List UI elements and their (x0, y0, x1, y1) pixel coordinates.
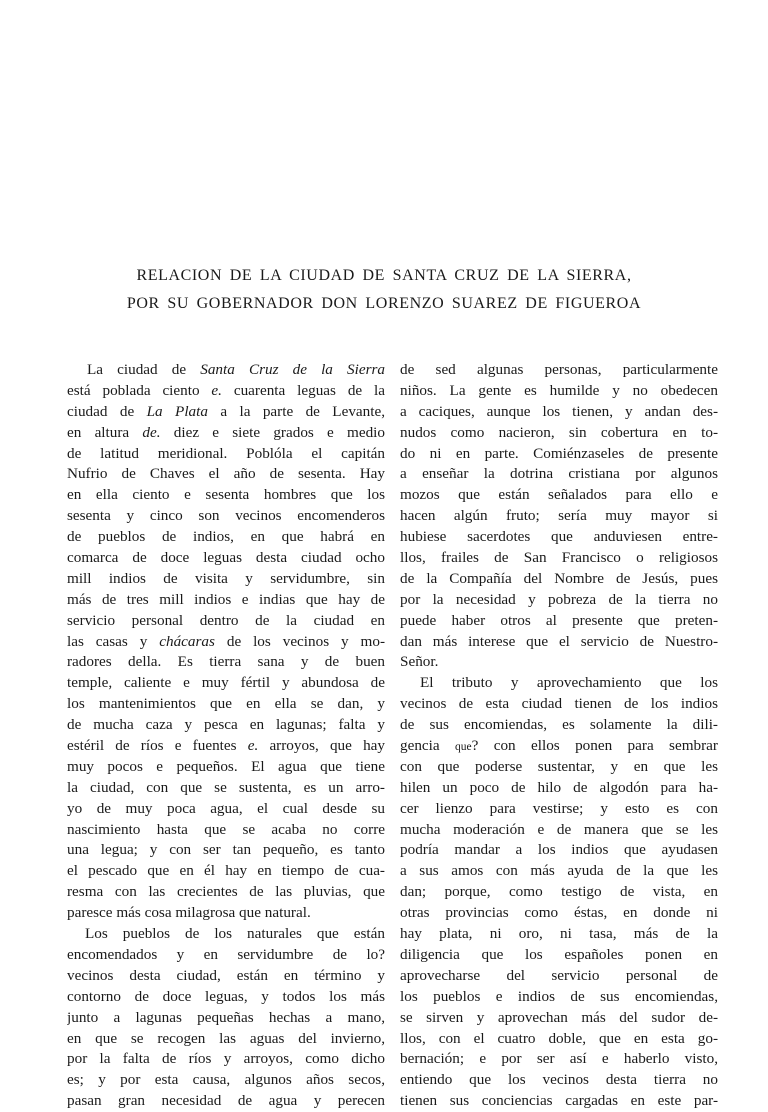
text-line (400, 402, 718, 423)
text-span: más de tres mill indios e indias que hay de (67, 590, 385, 608)
italic-text: chácaras (159, 632, 215, 650)
text-line (67, 945, 385, 966)
text-span: hilen un poco de hilo de algodón para ha- (400, 778, 718, 796)
text-span: diligencia que los españoles ponen en (400, 945, 718, 963)
text-span: El tributo y aprovechamiento que los (420, 674, 718, 692)
text-span: hubiese sacerdotes que anduviesen entre- (400, 528, 718, 546)
text-span: sesenta y cinco son vecinos encomenderos (67, 507, 385, 525)
text-span: a la parte de Levante, (207, 402, 385, 420)
text-span: cuarenta leguas de la (221, 381, 385, 399)
text-line (400, 673, 718, 694)
text-line (400, 945, 718, 966)
text-span: de los vecinos y mo- (214, 632, 385, 650)
document-title (0, 262, 768, 318)
text-line (67, 464, 385, 485)
text-span: mucha moderación e de manera que se les (400, 820, 718, 838)
text-span: es; y por esta causa, algunos años secos, (67, 1071, 385, 1089)
text-span: por la necesidad y pobreza de la tierra no (400, 590, 718, 608)
text-line (400, 1008, 718, 1029)
text-span: de sus encomiendas, es solamente la dili- (400, 716, 718, 734)
text-line (400, 1029, 718, 1050)
text-line (67, 590, 385, 611)
text-span: entiendo que los vecinos desta tierra no (400, 1071, 718, 1089)
text-line (400, 1049, 718, 1070)
text-span: por la falta de ríos y arroyos, como dicho (67, 1050, 385, 1068)
text-span: en altura (67, 423, 143, 441)
text-line (67, 715, 385, 736)
text-line (400, 381, 718, 402)
text-line (67, 423, 385, 444)
text-span: a sus amos con más ayuda de la que les (400, 862, 718, 880)
text-line (400, 1070, 718, 1091)
text-line (67, 402, 385, 423)
text-span: las casas y (67, 632, 160, 650)
text-line (67, 1008, 385, 1029)
text-span: nudos como nacieron, sin cobertura en to- (400, 423, 718, 441)
text-line (400, 590, 718, 611)
text-span: temple, caliente e muy fértil y abundosa de (67, 674, 385, 692)
text-line (67, 611, 385, 632)
text-line (400, 569, 718, 590)
text-line (400, 1091, 718, 1112)
text-span: radores della. Es tierra sana y de buen (67, 653, 385, 671)
text-line (67, 360, 385, 381)
text-line (400, 694, 718, 715)
text-line (67, 632, 385, 653)
text-line (67, 569, 385, 590)
text-span: en que se recogen las aguas del invierno, (67, 1029, 385, 1047)
text-line (400, 360, 718, 381)
text-span: de la Compañía del Nombre de Jesús, pues (400, 569, 718, 587)
text-line (400, 506, 718, 527)
text-span: podría mandar a los indios que ayudasen (400, 841, 718, 859)
text-span: que (455, 741, 472, 754)
text-span: dan; porque, como testigo de vista, en (400, 883, 718, 901)
text-span: mozos que están señalados para ello e (400, 486, 718, 504)
text-span: nascimiento hasta que se acaba no corre (67, 820, 385, 838)
text-span: encomendados y en servidumbre de lo? (67, 945, 385, 963)
text-span: Los pueblos de los naturales que están (85, 925, 385, 943)
text-span: contorno de doce leguas, y todos los más (67, 987, 385, 1005)
text-line (67, 757, 385, 778)
text-line (400, 987, 718, 1008)
text-line (67, 444, 385, 465)
text-line (400, 924, 718, 945)
text-span: vecinos desta ciudad, están en término y (67, 966, 385, 984)
text-span: Nufrio de Chaves el año de sesenta. Hay (67, 465, 385, 483)
text-line (67, 652, 385, 673)
text-span: paresce más cosa milagrosa que natural. (67, 904, 311, 922)
text-span: bernación; e por ser así e haberlo visto, (400, 1050, 718, 1068)
text-line (400, 736, 718, 757)
text-line (67, 1049, 385, 1070)
text-span: pasan gran necesidad de agua y perecen (67, 1092, 385, 1110)
text-span: otras provincias como éstas, en donde ni (400, 904, 718, 922)
text-span: los mantenimientos que en ella se dan, y (67, 695, 385, 713)
text-line (400, 548, 718, 569)
text-line (67, 1091, 385, 1112)
text-span: niños. La gente es humilde y no obedecen (400, 381, 718, 399)
text-line (67, 485, 385, 506)
text-line (67, 820, 385, 841)
text-span: se sirven y aprovechan más del sudor de- (400, 1008, 718, 1026)
italic-text: de. (142, 423, 161, 441)
text-line (67, 673, 385, 694)
text-span: La ciudad de (87, 361, 201, 378)
text-span: una legua; y con ser tan pequeño, es tanto (67, 841, 385, 859)
text-line (67, 778, 385, 799)
text-span: do ni en parte. Comiénzaseles de presente (400, 444, 718, 462)
text-line (400, 820, 718, 841)
text-span: llos, frailes de San Francisco o religiosos (400, 549, 718, 567)
text-span: ? con ellos ponen para sembrar (471, 737, 718, 755)
text-span: de sed algunas personas, particularmente (400, 361, 718, 378)
right-text-column (400, 360, 718, 1112)
text-line (400, 778, 718, 799)
text-line (400, 485, 718, 506)
italic-text: e. (247, 737, 259, 755)
text-line (400, 840, 718, 861)
text-span: ciudad de (67, 402, 147, 420)
italic-text: Santa Cruz de la Sierra (200, 361, 385, 378)
text-line (400, 966, 718, 987)
text-span: el pescado que en él hay en tiempo de cua- (67, 862, 385, 880)
text-span: de pueblos de indios, en que habrá en (67, 528, 385, 546)
text-line (67, 861, 385, 882)
text-line (67, 1029, 385, 1050)
title-line-1: RELACION DE LA CIUDAD DE SANTA CRUZ DE LA SIERRA, (136, 267, 632, 284)
text-span: vecinos de esta ciudad tienen de los indios (400, 695, 718, 713)
text-span: comarca de doce leguas desta ciudad ocho (67, 549, 385, 567)
italic-text: e. (211, 381, 222, 399)
text-span: diez e siete grados e medio (160, 423, 385, 441)
text-span: muy pocos e pequeños. El agua que tiene (67, 757, 385, 775)
text-span: estéril de ríos e fuentes (67, 737, 248, 755)
text-span: de mucha caza y pesca en lagunas; falta y (67, 716, 385, 734)
text-span: en ella ciento e sesenta hombres que los (67, 486, 385, 504)
text-line (67, 506, 385, 527)
text-line (67, 527, 385, 548)
text-line (400, 632, 718, 653)
text-line (400, 652, 718, 673)
text-line (67, 1070, 385, 1091)
text-span: la ciudad, con que se sustenta, es un arro- (67, 778, 385, 796)
text-line (67, 736, 385, 757)
text-line (400, 611, 718, 632)
text-span: junto a lagunas pequeñas hechas a mano, (67, 1008, 385, 1026)
text-line (400, 757, 718, 778)
text-span: gencia (400, 737, 455, 755)
text-span: yo de muy poca agua, el cual desde su (67, 799, 385, 817)
text-line (400, 464, 718, 485)
text-span: tienen sus conciencias cargadas en este par- (400, 1092, 718, 1110)
text-span: dan más interese que el servicio de Nuestro- (400, 632, 718, 650)
text-span: está poblada ciento (67, 381, 212, 399)
text-line (67, 987, 385, 1008)
text-line (67, 799, 385, 820)
text-line (400, 423, 718, 444)
text-span: los pueblos e indios de sus encomiendas, (400, 987, 718, 1005)
text-span: cer lienzo para vestirse; y esto es con (400, 799, 718, 817)
text-line (67, 903, 385, 924)
text-line (400, 882, 718, 903)
text-span: mill indios de visita y servidumbre, sin (67, 569, 385, 587)
text-line (67, 548, 385, 569)
text-line (67, 924, 385, 945)
title-line-2: POR SU GOBERNADOR DON LORENZO SUAREZ DE FIGUEROA (126, 295, 642, 312)
text-span: Señor. (400, 653, 439, 671)
text-span: de latitud meridional. Poblóla el capitán (67, 444, 385, 462)
text-span: resma con las crecientes de las pluvias, que (67, 883, 385, 901)
text-line (67, 840, 385, 861)
text-span: con que poderse sustentar, y en que les (400, 757, 718, 775)
text-line (400, 527, 718, 548)
text-span: arroyos, que hay (258, 737, 385, 755)
text-span: hacen algún fruto; sería muy mayor si (400, 507, 718, 525)
text-span: puede haber otros al presente que preten- (400, 611, 718, 629)
text-span: hay plata, ni oro, ni tasa, más de la (400, 925, 718, 943)
text-line (400, 903, 718, 924)
left-text-column (67, 360, 385, 1112)
text-line (67, 381, 385, 402)
text-line (67, 966, 385, 987)
text-line (400, 444, 718, 465)
text-span: llos, con el cuatro doble, que en esta go- (400, 1029, 718, 1047)
text-span: servicio personal dentro de la ciudad en (67, 611, 385, 629)
text-line (400, 799, 718, 820)
text-span: aprovecharse del servicio personal de (400, 966, 718, 984)
text-span: a enseñar la dotrina cristiana por algunos (400, 465, 718, 483)
text-line (400, 861, 718, 882)
text-span: a caciques, aunque los tienen, y andan des- (400, 402, 718, 420)
text-line (67, 694, 385, 715)
italic-text: La Plata (146, 402, 208, 420)
text-line (400, 715, 718, 736)
text-line (67, 882, 385, 903)
